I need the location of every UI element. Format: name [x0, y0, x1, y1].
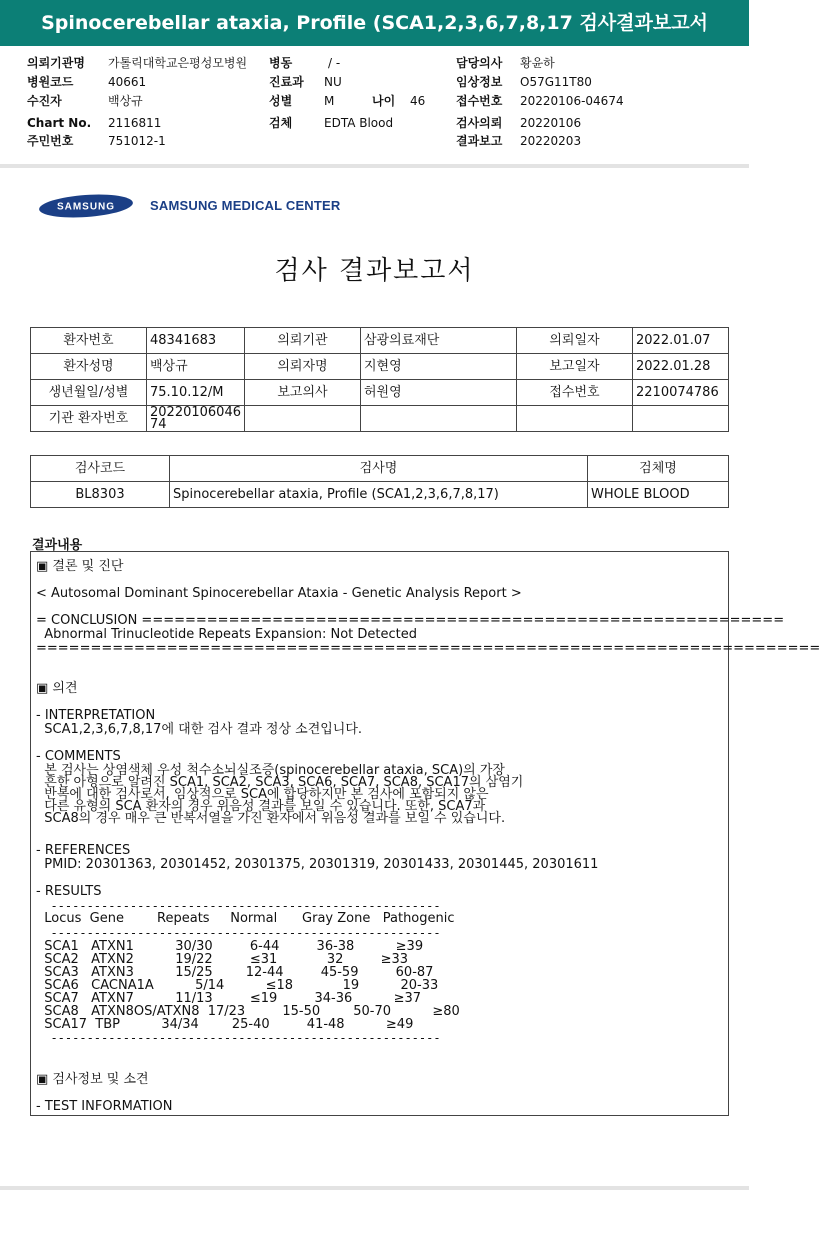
result-line: ========================================================================: [36, 641, 820, 656]
result-line: SCA6 CACNA1A 5/14 ≤18 19 20-33: [36, 978, 439, 993]
table-cell: Spinocerebellar ataxia, Profile (SCA1,2,3,6,7,8,17): [170, 482, 588, 508]
divider: [0, 1186, 749, 1190]
table-cell: 2022.01.07: [633, 328, 729, 354]
table-cell: [517, 406, 633, 432]
table-label: 환자성명: [31, 354, 147, 380]
result-line: = CONCLUSION ===========================================================: [36, 613, 785, 628]
result-line: ------------------------------------------------------: [36, 899, 441, 913]
report-title-bar: Spinocerebellar ataxia, Profile (SCA1,2,3,6,7,8,17 검사결과보고서: [0, 0, 749, 46]
result-line: 다른 유형의 SCA 환자의 경우 위음성 결과를 보일 수 있습니다. 또한, SCA7과: [36, 799, 486, 814]
info-key: 성별: [269, 94, 293, 108]
samsung-logo: [38, 194, 134, 218]
table-cell: 2022.01.28: [633, 354, 729, 380]
info-value: O57G11T80: [520, 75, 592, 89]
result-line: ------------------------------------------------------: [36, 926, 441, 940]
info-value: 751012-1: [108, 134, 166, 148]
table-row: [31, 354, 729, 380]
report-document: [0, 168, 820, 1186]
info-row: [0, 92, 749, 110]
result-line: ▣ 결론 및 진단: [36, 559, 124, 574]
info-key: 결과보고: [456, 134, 503, 148]
result-line: ▣ 의견: [36, 681, 78, 696]
info-value: 2116811: [108, 116, 162, 130]
hospital-name: SAMSUNG MEDICAL CENTER: [150, 198, 341, 213]
info-value: 백상규: [108, 94, 143, 108]
result-line: SCA7 ATXN7 11/13 ≤19 34-36 ≥37: [36, 991, 422, 1006]
table-header: 검체명: [588, 456, 729, 482]
table-label: 보고의사: [245, 380, 361, 406]
info-value: 46: [410, 94, 426, 108]
info-key: 수진자: [27, 94, 62, 108]
info-key: 의뢰기관명: [27, 56, 85, 70]
result-line: - COMMENTS: [36, 749, 121, 764]
info-value: 20220203: [520, 134, 582, 148]
info-key: 접수번호: [456, 94, 503, 108]
results-section-title: 결과내용: [32, 538, 83, 553]
patient-info-header: [0, 50, 749, 160]
result-line: < Autosomal Dominant Spinocerebellar Ataxia - Genetic Analysis Report >: [36, 586, 522, 601]
result-line: ------------------------------------------------------: [36, 1031, 441, 1045]
samsung-logo-text: SAMSUNG: [56, 201, 116, 213]
result-line: SCA2 ATXN2 19/22 ≤31 32 ≥33: [36, 952, 409, 967]
table-cell: [361, 406, 517, 432]
table-cell: 48341683: [147, 328, 245, 354]
table-label: 의뢰기관: [245, 328, 361, 354]
info-value: EDTA Blood: [324, 116, 394, 130]
table-cell: 지현영: [361, 354, 517, 380]
table-header-row: [31, 456, 729, 482]
info-value: M: [324, 94, 335, 108]
info-row: [0, 132, 749, 150]
results-content-box: [30, 551, 820, 1116]
test-info-table: [30, 455, 729, 508]
table-cell: [245, 406, 361, 432]
info-key: 나이: [372, 94, 396, 108]
info-key: 임상정보: [456, 75, 503, 89]
table-cell: BL8303: [31, 482, 170, 508]
info-key: 검사의뢰: [456, 116, 503, 130]
table-label: 의뢰일자: [517, 328, 633, 354]
info-key: 검체: [269, 116, 293, 130]
table-row: [31, 380, 729, 406]
result-line: 반복에 대한 검사로서, 임상적으로 SCA에 합당하지만 본 검사에 포함되지 않은: [36, 787, 489, 802]
result-line: SCA8의 경우 매우 큰 반복서열을 가진 환자에서 위음성 결과를 보일 수 있습니다.: [36, 811, 506, 826]
table-row: [31, 406, 729, 432]
info-value: 20220106-04674: [520, 94, 624, 108]
document-title: 검사 결과보고서: [274, 256, 475, 286]
result-line: 흔한 아형으로 알려진 SCA1, SCA2, SCA3, SCA6, SCA7, SCA8, SCA17의 삼염기: [36, 775, 524, 790]
info-row: [0, 73, 749, 91]
table-cell: 허원영: [361, 380, 517, 406]
result-line: - REFERENCES: [36, 843, 131, 858]
result-line: Locus Gene Repeats Normal Gray Zone Pathogenic: [36, 911, 455, 926]
info-row: [0, 114, 749, 132]
result-line: - INTERPRETATION: [36, 708, 156, 723]
info-value: 가톨릭대학교은평성모병원: [108, 56, 248, 70]
result-line: SCA8 ATXN8OS/ATXN8 17/23 15-50 50-70 ≥80: [36, 1004, 460, 1019]
info-value: / -: [328, 56, 341, 70]
table-label: 환자번호: [31, 328, 147, 354]
info-key: 담당의사: [456, 56, 503, 70]
result-line: SCA3 ATXN3 15/25 12-44 45-59 60-87: [36, 965, 434, 980]
table-cell: 75.10.12/M: [147, 380, 245, 406]
info-key: 주민번호: [27, 134, 74, 148]
table-header: 검사명: [170, 456, 588, 482]
patient-info-table: [30, 327, 729, 432]
table-label: 접수번호: [517, 380, 633, 406]
table-cell: WHOLE BLOOD: [588, 482, 729, 508]
info-value: 40661: [108, 75, 147, 89]
info-key: 병동: [269, 56, 293, 70]
info-value: NU: [324, 75, 342, 89]
info-key: Chart No.: [27, 116, 92, 130]
info-value: 20220106: [520, 116, 582, 130]
result-line: PMID: 20301363, 20301452, 20301375, 20301319, 20301433, 20301445, 20301611: [36, 857, 599, 872]
result-line: SCA1,2,3,6,7,8,17에 대한 검사 결과 정상 소견입니다.: [36, 722, 363, 737]
result-line: - TEST INFORMATION: [36, 1099, 173, 1114]
result-line: SCA1 ATXN1 30/30 6-44 36-38 ≥39: [36, 939, 424, 954]
info-row: [0, 54, 749, 72]
table-cell: [633, 406, 729, 432]
result-line: ▣ 검사정보 및 소견: [36, 1072, 149, 1087]
table-header: 검사코드: [31, 456, 170, 482]
table-row: [31, 328, 729, 354]
info-value: 황윤하: [520, 56, 555, 70]
table-cell: 20220106046 74: [147, 406, 245, 432]
result-line: 본 검사는 상염색체 우성 척수소뇌실조증(spinocerebellar ataxia, SCA)의 가장: [36, 763, 505, 778]
info-key: 진료과: [269, 75, 304, 89]
table-label: 의뢰자명: [245, 354, 361, 380]
result-line: Abnormal Trinucleotide Repeats Expansion: Not Detected: [36, 627, 417, 642]
info-key: 병원코드: [27, 75, 74, 89]
table-cell: 백상규: [147, 354, 245, 380]
result-line: SCA17 TBP 34/34 25-40 41-48 ≥49: [36, 1017, 414, 1032]
result-line: - RESULTS: [36, 884, 102, 899]
table-cell: 삼광의료재단: [361, 328, 517, 354]
table-row: [31, 482, 729, 508]
table-label: 생년월일/성별: [31, 380, 147, 406]
table-label: 기관 환자번호: [31, 406, 147, 432]
table-cell: 2210074786: [633, 380, 729, 406]
table-label: 보고일자: [517, 354, 633, 380]
